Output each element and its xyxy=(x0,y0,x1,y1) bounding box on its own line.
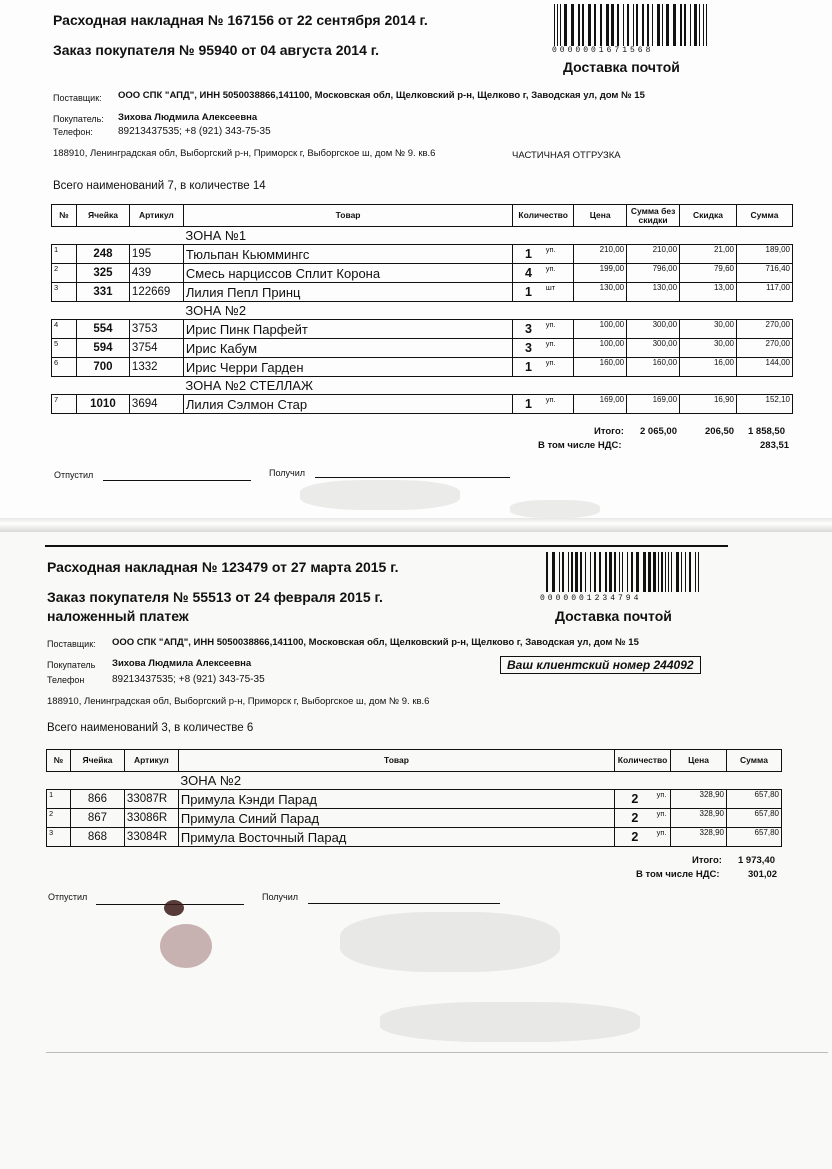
received-signature-line xyxy=(308,902,500,904)
col-header-product: Товар xyxy=(178,750,614,772)
barcode-number: 0000001234794 xyxy=(540,594,642,603)
table-row: 5 594 3754 Ирис Кабум 3 уп. 100,00 300,00 30,00 270,00 xyxy=(52,339,793,358)
items-summary: Всего наименований 3, в количестве 6 xyxy=(47,722,254,734)
buyer-label: Покупатель: xyxy=(53,114,104,124)
col-header-article: Артикул xyxy=(124,750,178,772)
vat-label: В том числе НДС: xyxy=(538,440,622,451)
zone-label: ЗОНА №2 СТЕЛЛАЖ xyxy=(185,378,313,393)
col-header-cell: Ячейка xyxy=(70,750,124,772)
total-no-discount: 2 065,00 xyxy=(640,426,677,437)
buyer-label: Покупатель xyxy=(47,660,96,670)
phone-value: 89213437535; +8 (921) 343-75-35 xyxy=(118,126,271,137)
delivery-method: Доставка почтой xyxy=(563,59,680,75)
total-discount: 206,50 xyxy=(705,426,735,437)
barcode-number: 0000001671568 xyxy=(552,46,654,55)
col-header-price: Цена xyxy=(574,205,627,227)
phone-label: Телефон xyxy=(47,675,85,685)
col-header-n: № xyxy=(47,750,71,772)
col-header-product: Товар xyxy=(183,205,512,227)
table-row: 2 867 33086R Примула Синий Парад 2 уп. 328,90 657,80 xyxy=(47,809,782,828)
table-row: 2 325 439 Смесь нарциссов Сплит Корона 4 уп. 199,00 796,00 79,60 716,40 xyxy=(52,264,793,283)
table-row: 6 700 1332 Ирис Черри Гарден 1 уп. 160,00 160,00 16,00 144,00 xyxy=(52,358,793,377)
items-summary: Всего наименований 7, в количестве 14 xyxy=(53,180,266,192)
released-label: Отпустил xyxy=(48,892,88,902)
col-header-article: Артикул xyxy=(129,205,183,227)
table-row: 3 331 122669 Лилия Пепл Принц 1 шт 130,00 130,00 13,00 117,00 xyxy=(52,283,793,302)
total-label: Итого: xyxy=(594,426,624,437)
barcode-icon xyxy=(544,552,704,592)
paper-smudge xyxy=(510,500,600,518)
address-value: 188910, Ленинградская обл, Выборгский р-н, Приморск г, Выборгское ш, дом № 9. кв.6 xyxy=(53,148,436,159)
total-sum: 1 973,40 xyxy=(738,855,775,866)
invoice-sheet-2 xyxy=(0,532,832,1169)
order-title: Заказ покупателя № 55513 от 24 февраля 2015 г. xyxy=(47,589,383,605)
released-label: Отпустил xyxy=(54,470,94,480)
payment-method: наложенный платеж xyxy=(47,608,189,624)
col-header-n: № xyxy=(52,205,77,227)
header-rule xyxy=(45,545,728,547)
col-header-sum: Сумма xyxy=(726,750,781,772)
released-signature-line xyxy=(103,479,251,481)
client-number-box: Ваш клиентский номер 244092 xyxy=(500,656,701,674)
address-value: 188910, Ленинградская обл, Выборгский р-н, Приморск г, Выборгское ш, дом № 9. кв.6 xyxy=(47,696,430,707)
table-row: 3 868 33084R Примула Восточный Парад 2 уп. 328,90 657,80 xyxy=(47,828,782,847)
received-label: Получил xyxy=(269,468,305,478)
supplier-label: Поставщик: xyxy=(47,639,96,649)
zone-label: ЗОНА №2 xyxy=(180,773,242,788)
ink-stain xyxy=(160,924,212,968)
col-header-sum: Сумма xyxy=(737,205,793,227)
supplier-value: ООО СПК "АПД", ИНН 5050038866,141100, Московская обл, Щелковский р-н, Щелково г, Заводская ул, дом № 15 xyxy=(118,90,645,101)
received-label: Получил xyxy=(262,892,298,902)
phone-value: 89213437535; +8 (921) 343-75-35 xyxy=(112,674,265,685)
vat-value: 301,02 xyxy=(748,869,778,880)
barcode-icon xyxy=(552,4,712,46)
invoice-title: Расходная накладная № 123479 от 27 марта 2015 г. xyxy=(47,559,399,575)
total-sum: 1 858,50 xyxy=(748,426,785,437)
supplier-label: Поставщик: xyxy=(53,93,102,103)
table-row: 1 248 195 Тюльпан Кьюммингс 1 уп. 210,00 210,00 21,00 189,00 xyxy=(52,245,793,264)
paper-smudge xyxy=(300,480,460,510)
table-row: 7 1010 3694 Лилия Сэлмон Стар 1 уп. 169,00 169,00 16,90 152,10 xyxy=(52,395,793,414)
col-header-sum-nodisc: Сумма без скидки xyxy=(627,205,680,227)
page-fold xyxy=(0,518,832,532)
phone-label: Телефон: xyxy=(53,127,93,137)
zone-label: ЗОНА №1 xyxy=(185,228,247,243)
col-header-cell: Ячейка xyxy=(76,205,129,227)
col-header-price: Цена xyxy=(671,750,727,772)
invoice-sheet-1 xyxy=(0,0,832,522)
buyer-value: Зихова Людмила Алексеевна xyxy=(118,112,258,123)
col-header-qty: Количество xyxy=(615,750,671,772)
items-table xyxy=(51,204,793,414)
vat-label: В том числе НДС: xyxy=(636,869,720,880)
table-row: 4 554 3753 Ирис Пинк Парфейт 3 уп. 100,00 300,00 30,00 270,00 xyxy=(52,320,793,339)
order-title: Заказ покупателя № 95940 от 04 августа 2014 г. xyxy=(53,42,380,58)
delivery-method: Доставка почтой xyxy=(555,608,672,624)
invoice-title: Расходная накладная № 167156 от 22 сентября 2014 г. xyxy=(53,12,428,28)
items-table xyxy=(46,749,782,847)
col-header-qty: Количество xyxy=(513,205,574,227)
received-signature-line xyxy=(315,476,510,478)
col-header-discount: Скидка xyxy=(680,205,737,227)
buyer-value: Зихова Людмила Алексеевна xyxy=(112,658,252,669)
vat-value: 283,51 xyxy=(760,440,790,451)
table-row: 1 866 33087R Примула Кэнди Парад 2 уп. 328,90 657,80 xyxy=(47,790,782,809)
paper-smudge xyxy=(340,912,560,972)
ink-stain xyxy=(164,900,184,916)
zone-label: ЗОНА №2 xyxy=(185,303,247,318)
shipment-note: ЧАСТИЧНАЯ ОТГРУЗКА xyxy=(512,150,621,161)
total-label: Итого: xyxy=(692,855,722,866)
paper-smudge xyxy=(380,1002,640,1042)
paper-crease xyxy=(46,1052,828,1053)
supplier-value: ООО СПК "АПД", ИНН 5050038866,141100, Московская обл, Щелковский р-н, Щелково г, Заводская ул, дом № 15 xyxy=(112,637,639,648)
